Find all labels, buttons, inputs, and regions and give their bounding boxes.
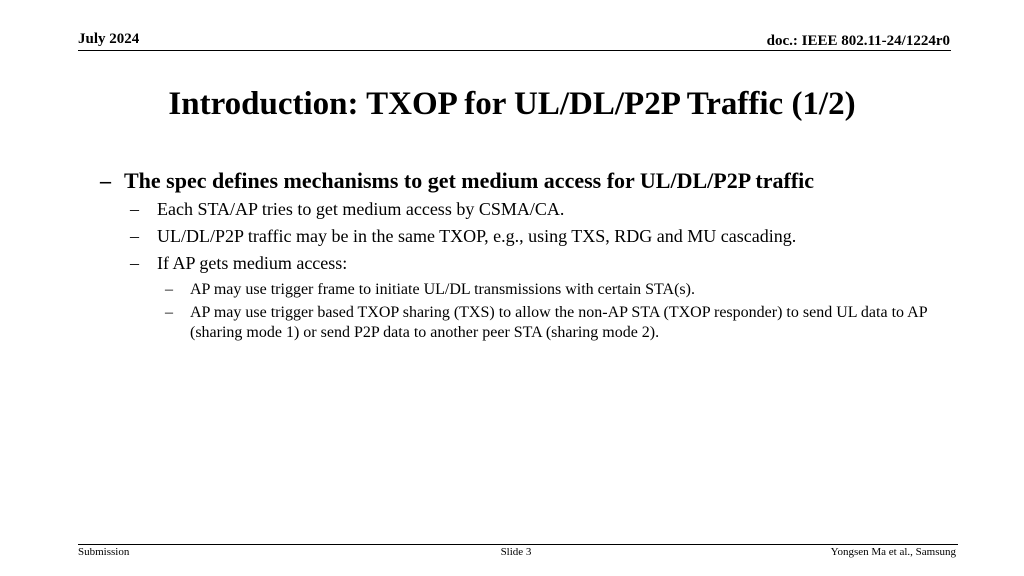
header-date: July 2024 — [78, 31, 140, 47]
bullet-text: Each STA/AP tries to get medium access by CSMA/CA. — [157, 199, 565, 219]
bullet-level3 — [165, 303, 960, 343]
bullet-text: AP may use trigger based TXOP sharing (TXS) to allow the non-AP STA (TXOP responder) to send UL data to AP (sharing mode 1) or send P2P data to another peer STA (sharing mode 2). — [190, 304, 927, 341]
bullet-level2 — [130, 196, 960, 223]
bullet-text: UL/DL/P2P traffic may be in the same TXOP, e.g., using TXS, RDG and MU cascading. — [157, 226, 797, 246]
bullet-dash: – — [165, 304, 173, 321]
bullet-text: The spec defines mechanisms to get medium access for UL/DL/P2P traffic — [124, 168, 815, 193]
bullet-list — [100, 166, 960, 346]
bullet-dash: – — [165, 281, 173, 298]
bullet-text: If AP gets medium access: — [157, 253, 348, 273]
header-divider — [78, 50, 951, 51]
header-doc-id: doc.: IEEE 802.11-24/1224r0 — [766, 33, 950, 49]
footer-author: Yongsen Ma et al., Samsung — [830, 546, 956, 558]
bullet-level3 — [165, 280, 960, 300]
footer-divider — [78, 544, 958, 545]
footer-slide-number: Slide 3 — [500, 546, 532, 558]
bullet-level2 — [130, 250, 960, 277]
bullet-level1 — [100, 166, 960, 196]
footer-submission: Submission — [78, 546, 130, 558]
bullet-dash: – — [100, 168, 111, 193]
bullet-text: AP may use trigger frame to initiate UL/DL transmissions with certain STA(s). — [190, 281, 695, 298]
bullet-dash: – — [130, 253, 139, 273]
bullet-level2 — [130, 223, 960, 250]
slide-title: Introduction: TXOP for UL/DL/P2P Traffic (1/2) — [168, 86, 856, 122]
bullet-dash: – — [130, 226, 139, 246]
bullet-dash: – — [130, 199, 139, 219]
